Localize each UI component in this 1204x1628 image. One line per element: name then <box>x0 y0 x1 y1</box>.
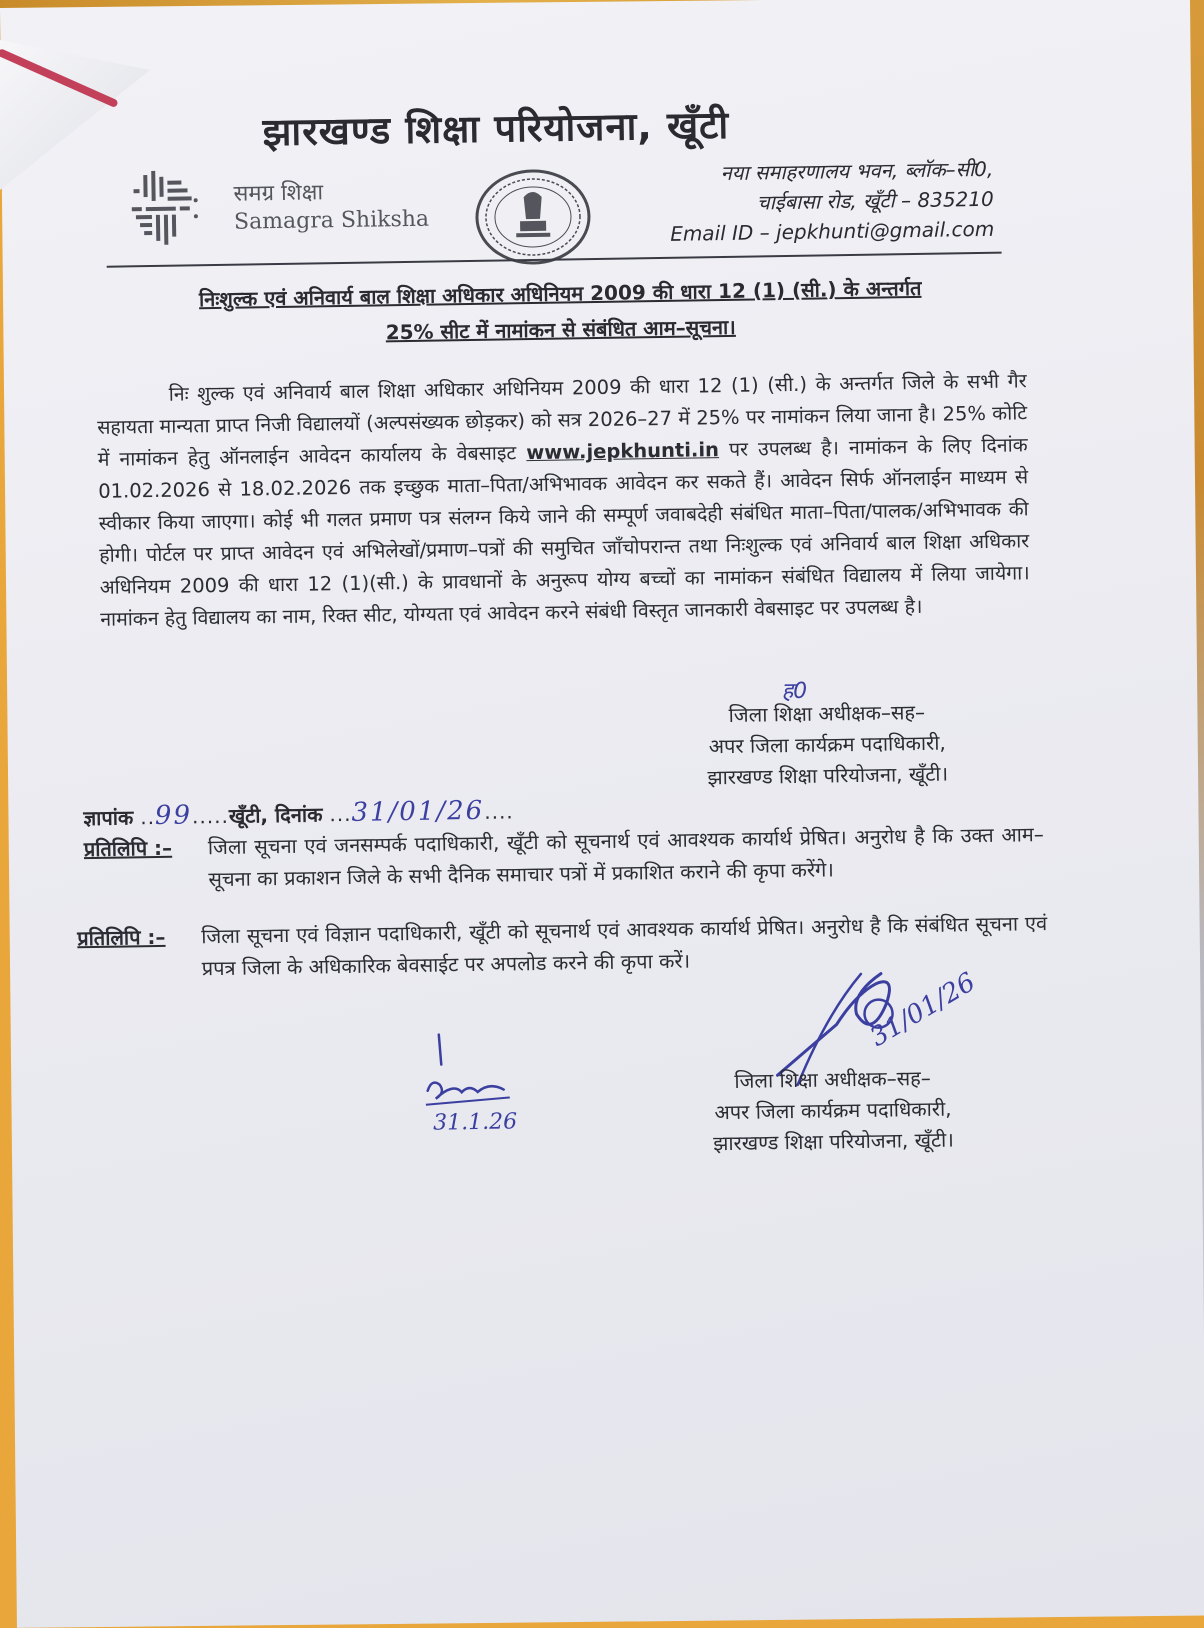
office-address <box>633 154 994 250</box>
memo-date: 31/01/26 <box>351 795 485 828</box>
memo-number: 99 <box>154 800 193 832</box>
signatory2-office: झारखण्ड शिक्षा परियोजना, खूँटी। <box>713 1127 955 1156</box>
copy-text-1: जिला सूचना एवं जनसम्पर्क पदाधिकारी, खूँटी को सूचनार्थ एवं आवश्यक कार्यार्थ प्रेषित। अनुरोध है कि उक्त आम–सूचना का प्रकाशन जिले के सभी दैनिक समाचार पत्रों में प्रकाशित कराने की कृपा करेंगे। <box>207 822 1044 892</box>
subject-line-1: निःशुल्क एवं अनिवार्य बाल शिक्षा अधिकार अधिनियम 2009 की धारा 12 (1) (सी.) के अन्तर्गत <box>198 275 922 312</box>
notice-body <box>96 365 1030 636</box>
logo-text-hindi: समग्र शिक्षा <box>233 180 324 207</box>
signatory2-designation-2: अपर जिला कार्यक्रम पदाधिकारी, <box>714 1096 952 1125</box>
signature-block-1 <box>662 696 993 794</box>
address-line-1: नया समाहरणालय भवन, ब्लॉक–सी0, <box>720 156 994 186</box>
signatory-office: झारखण्ड शिक्षा परियोजना, खूँटी। <box>707 761 949 790</box>
body-part-2: पर उपलब्ध है। नामांकन के लिए दिनांक 01.02.2026 से 18.02.2026 तक इच्छुक माता–पिता/अभिभावक आवेदन कर सकते हैं। आवेदन सिर्फ ऑनलाईन माध्यम से स्वीकार किया जाएगा। कोई भी गलत प्रमाण पत्र संलग्न किये जाने की सम्पूर्ण जवाबदेही संबंधित माता–पिता/पालक/अभिभावक की होगी। पोर्टल पर प्राप्त आवेदन एवं अभिलेखों/प्रमाण–पत्रों की समुचित जाँचोपरान्त तथा निःशुल्क एवं अनिवार्य बाल शिक्षा अधिकार अधिनियम 2009 की धारा 12 (1)(सी.) के प्रावधानों के अनुरूप योग्य बच्चों का नामांकन संबंधित विद्यालय में लिया जायेगा। नामांकन हेतु विद्यालय का नाम, रिक्त सीट, योग्यता एवं आवेदन करने संबंधी विस्तृत जानकारी वेबसाइट पर उपलब्ध है। <box>98 433 1030 631</box>
samagra-shiksha-logo <box>125 163 430 258</box>
body-part-1: निः शुल्क एवं अनिवार्य बाल शिक्षा अधिकार अधिनियम 2009 की धारा 12 (1) (सी.) के अन्तर्गत जिले के सभी गैर सहायता मान्यता प्राप्त निजी विद्यालयों (अल्पसंख्यक छोड़कर) को सत्र 2026–27 में 25% पर नामांकन लिया जाना है। 25% कोटि में नामांकन हेतु ऑनलाईन आवेदन कार्यालय के वेबसाइट <box>97 369 1028 471</box>
website-link: www.jepkhunti.in <box>526 438 720 465</box>
dispatch-initial-mark <box>417 1031 538 1113</box>
signature-date: 31/01/26 <box>865 967 981 1053</box>
copy-label-1: प्रतिलिपि :– <box>83 835 173 862</box>
samagra-shiksha-logo-icon <box>125 166 222 249</box>
subject-line-2: 25% सीट में नामांकन से संबंधित आम–सूचना। <box>385 314 736 345</box>
copy-text-2: जिला सूचना एवं विज्ञान पदाधिकारी, खूँटी को सूचनार्थ एवं आवश्यक कार्यार्थ प्रेषित। अनुरोध है कि संबंधित सूचना एवं प्रपत्र जिला के अधिकारिक बेवसाईट पर अपलोड करने की कृपा करें। <box>201 911 1048 981</box>
email-line: Email ID – jepkhunti@gmail.com <box>670 216 995 246</box>
signature-initial: ह0 <box>781 678 808 705</box>
signatory2-designation-1: जिला शिक्षा अधीक्षक–सह– <box>734 1065 931 1093</box>
org-title: झारखण्ड शिक्षा परियोजना, खूँटी <box>262 102 730 155</box>
memo-place: खूँटी, दिनांक <box>228 802 323 828</box>
memo-reference: ज्ञापांक ..99.....खूँटी, दिनांक ...31/01/26.... <box>83 795 514 832</box>
signature-block-2 <box>667 1062 998 1160</box>
copy-label-2: प्रतिलिपि :– <box>77 924 166 951</box>
dispatch-initial-date: 31.1.26 <box>433 1109 518 1136</box>
memo-label: ज्ञापांक <box>83 805 134 831</box>
logo-text-english: Samagra Shiksha <box>233 206 430 235</box>
state-emblem-icon <box>473 168 592 266</box>
signatory-designation-2: अपर जिला कार्यक्रम पदाधिकारी, <box>708 730 946 759</box>
address-line-2: चाईबासा रोड, खूँटी – 835210 <box>756 186 994 215</box>
signatory-designation-1: जिला शिक्षा अधीक्षक–सह– <box>728 699 926 727</box>
notice-subject <box>115 269 1006 355</box>
